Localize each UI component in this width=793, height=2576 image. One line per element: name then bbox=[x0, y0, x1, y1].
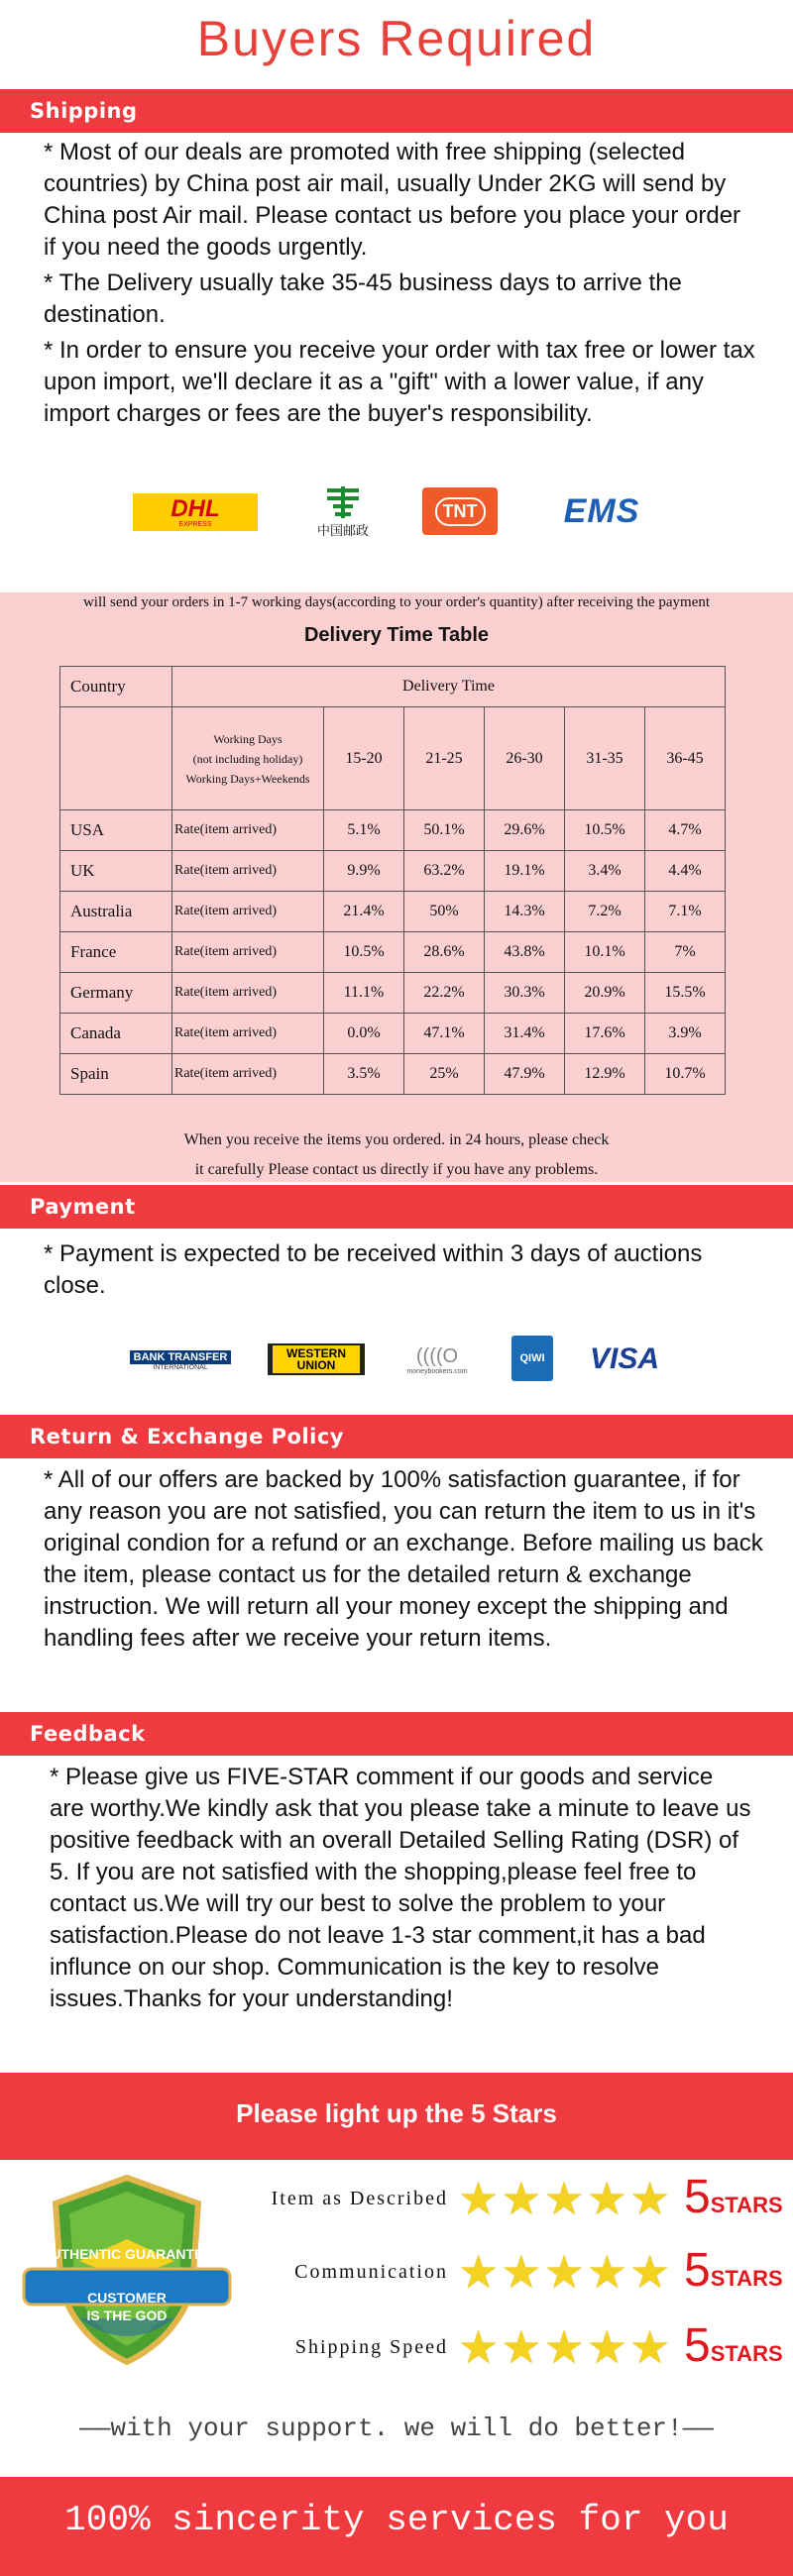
moneybookers-text: moneybookers.com bbox=[406, 1368, 468, 1375]
working-days-line: Working Days+Weekends bbox=[185, 771, 310, 786]
rate-value-cell: 25% bbox=[404, 1054, 485, 1095]
table-row bbox=[60, 973, 726, 1014]
rating-unit: STARS bbox=[710, 2341, 783, 2366]
range-header: 31-35 bbox=[565, 707, 645, 810]
badge-bottom-text bbox=[24, 2289, 230, 2324]
shipping-text bbox=[44, 137, 757, 434]
delivery-footnote-line: it carefully Please contact us directly if you have any problems. bbox=[194, 1161, 599, 1178]
rating-label: Item as Described bbox=[271, 2188, 448, 2209]
star-icon: ★ bbox=[458, 2246, 500, 2298]
rating-count: 5 bbox=[684, 2171, 711, 2223]
visa-text: VISA bbox=[589, 1342, 660, 1375]
star-icon: ★ bbox=[543, 2173, 585, 2224]
moneybookers-icon: ((((O bbox=[415, 1345, 459, 1367]
star-rating bbox=[458, 2173, 671, 2224]
bank-transfer-sub: INTERNATIONAL bbox=[153, 1363, 208, 1371]
rating-value bbox=[684, 2244, 783, 2303]
table-row bbox=[60, 932, 726, 973]
star-icon: ★ bbox=[586, 2173, 627, 2224]
table-header-country: Country bbox=[60, 667, 172, 707]
table-row bbox=[60, 810, 726, 851]
support-text: ——with your support. we will do better!—— bbox=[79, 2414, 714, 2443]
badge-top-text: AUTHENTIC GUARANTEE bbox=[41, 2246, 213, 2262]
rate-value-cell: 7.1% bbox=[645, 892, 726, 932]
star-icon: ★ bbox=[629, 2173, 671, 2224]
country-cell: USA bbox=[60, 810, 172, 851]
moneybookers-logo bbox=[396, 1338, 478, 1383]
working-days-line: Working Days bbox=[213, 731, 283, 746]
star-rating bbox=[458, 2321, 671, 2373]
star-icon: ★ bbox=[629, 2321, 671, 2373]
qiwi-logo bbox=[511, 1336, 553, 1381]
country-cell: Germany bbox=[60, 973, 172, 1014]
rating-value bbox=[684, 2171, 783, 2229]
western-union-logo bbox=[268, 1343, 365, 1375]
table-header-row bbox=[60, 667, 726, 707]
rate-value-cell: 14.3% bbox=[485, 892, 565, 932]
shipping-paragraph: * The Delivery usually take 35-45 business days to arrive the destination. bbox=[44, 269, 682, 328]
sincerity-text: 100% sincerity services for you bbox=[64, 2500, 729, 2540]
delivery-footnote-line: When you receive the items you ordered. in 24 hours, please check bbox=[183, 1131, 610, 1148]
payment-header bbox=[0, 1185, 793, 1229]
rate-label-cell: Rate(item arrived) bbox=[172, 1054, 324, 1095]
rate-value-cell: 10.5% bbox=[565, 810, 645, 851]
china-post-logo-text: 中国邮政 bbox=[316, 522, 369, 538]
delivery-table-title: Delivery Time Table bbox=[303, 624, 489, 646]
rating-unit: STARS bbox=[710, 2266, 783, 2291]
rate-value-cell: 7.2% bbox=[565, 892, 645, 932]
range-header: 21-25 bbox=[404, 707, 485, 810]
rate-value-cell: 50.1% bbox=[404, 810, 485, 851]
rate-value-cell: 10.1% bbox=[565, 932, 645, 973]
star-icon: ★ bbox=[458, 2173, 500, 2224]
rating-value bbox=[684, 2319, 783, 2378]
rate-value-cell: 3.9% bbox=[645, 1014, 726, 1054]
rating-count: 5 bbox=[684, 2244, 711, 2297]
shipping-header bbox=[0, 89, 793, 133]
delivery-footnote bbox=[0, 1126, 793, 1185]
badge-bottom-line: CUSTOMER bbox=[87, 2290, 167, 2306]
rate-label-cell: Rate(item arrived) bbox=[172, 851, 324, 892]
rating-unit: STARS bbox=[710, 2193, 783, 2217]
star-icon: ★ bbox=[501, 2246, 542, 2298]
rate-value-cell: 5.1% bbox=[324, 810, 404, 851]
star-rating bbox=[458, 2246, 671, 2298]
dhl-logo bbox=[133, 493, 258, 531]
rate-value-cell: 9.9% bbox=[324, 851, 404, 892]
dhl-logo-sub: EXPRESS bbox=[178, 520, 212, 528]
rate-label-cell: Rate(item arrived) bbox=[172, 932, 324, 973]
badge-bottom-line: IS THE GOD bbox=[86, 2308, 168, 2323]
rating-label: Communication bbox=[294, 2261, 448, 2283]
star-icon: ★ bbox=[629, 2246, 671, 2298]
shipping-paragraph: * In order to ensure you receive your order with tax free or lower tax upon import, we'll declare it as a "gift" with a lower value, if any import charges or fees are the buyer's responsibility. bbox=[44, 337, 755, 427]
delivery-time-table bbox=[59, 666, 726, 1095]
guarantee-badge-icon bbox=[18, 2170, 236, 2368]
stars-title: Please light up the 5 Stars bbox=[236, 2098, 557, 2128]
star-icon: ★ bbox=[586, 2321, 627, 2373]
table-subheader-row bbox=[60, 707, 726, 810]
shipping-paragraph: * Most of our deals are promoted with free shipping (selected countries) by China post air mail, usually Under 2KG will send by China post Air mail. Please contact us before you place your order if you need the goods urgently. bbox=[44, 139, 741, 261]
china-post-logo bbox=[303, 482, 383, 541]
rate-value-cell: 0.0% bbox=[324, 1014, 404, 1054]
rate-value-cell: 47.1% bbox=[404, 1014, 485, 1054]
bank-transfer-text: BANK TRANSFER bbox=[130, 1350, 232, 1364]
rate-label-cell: Rate(item arrived) bbox=[172, 1014, 324, 1054]
rate-label-cell: Rate(item arrived) bbox=[172, 973, 324, 1014]
rate-value-cell: 10.5% bbox=[324, 932, 404, 973]
page-title: Buyers Required bbox=[196, 11, 597, 66]
country-cell: Australia bbox=[60, 892, 172, 932]
country-cell: Spain bbox=[60, 1054, 172, 1095]
table-row bbox=[60, 1014, 726, 1054]
country-cell: Canada bbox=[60, 1014, 172, 1054]
visa-logo bbox=[583, 1342, 666, 1377]
rating-label: Shipping Speed bbox=[294, 2336, 448, 2358]
rate-value-cell: 29.6% bbox=[485, 810, 565, 851]
rate-value-cell: 28.6% bbox=[404, 932, 485, 973]
china-post-icon bbox=[323, 484, 363, 520]
star-icon: ★ bbox=[543, 2321, 585, 2373]
rate-value-cell: 3.4% bbox=[565, 851, 645, 892]
rate-value-cell: 10.7% bbox=[645, 1054, 726, 1095]
country-cell: UK bbox=[60, 851, 172, 892]
rate-value-cell: 11.1% bbox=[324, 973, 404, 1014]
returns-header bbox=[0, 1415, 793, 1458]
shipping-label: Shipping bbox=[30, 99, 138, 123]
rate-value-cell: 47.9% bbox=[485, 1054, 565, 1095]
payment-text: * Payment is expected to be received within 3 days of auctions close. bbox=[44, 1240, 703, 1299]
ems-logo-text: EMS bbox=[563, 491, 640, 530]
range-header: 36-45 bbox=[645, 707, 726, 810]
rate-label-cell: Rate(item arrived) bbox=[172, 892, 324, 932]
rate-value-cell: 30.3% bbox=[485, 973, 565, 1014]
working-days-cell bbox=[172, 707, 324, 810]
table-cell-empty bbox=[60, 707, 172, 810]
western-union-text: WESTERN UNION bbox=[273, 1345, 360, 1373]
star-icon: ★ bbox=[458, 2321, 500, 2373]
star-icon: ★ bbox=[501, 2173, 542, 2224]
qiwi-text: QIWI bbox=[519, 1352, 545, 1364]
rate-value-cell: 20.9% bbox=[565, 973, 645, 1014]
feedback-label: Feedback bbox=[30, 1722, 146, 1746]
ems-logo bbox=[547, 489, 656, 533]
table-body bbox=[60, 810, 726, 1095]
returns-label: Return & Exchange Policy bbox=[30, 1425, 344, 1449]
feedback-header bbox=[0, 1712, 793, 1756]
tnt-logo-text: TNT bbox=[435, 497, 486, 526]
country-cell: France bbox=[60, 932, 172, 973]
table-header-time: Delivery Time bbox=[172, 667, 726, 707]
rate-value-cell: 7% bbox=[645, 932, 726, 973]
rate-label-cell: Rate(item arrived) bbox=[172, 810, 324, 851]
range-header: 26-30 bbox=[485, 707, 565, 810]
star-icon: ★ bbox=[543, 2246, 585, 2298]
rate-value-cell: 4.4% bbox=[645, 851, 726, 892]
table-row bbox=[60, 1054, 726, 1095]
rate-value-cell: 63.2% bbox=[404, 851, 485, 892]
dhl-logo-text: DHL bbox=[170, 494, 220, 522]
range-header: 15-20 bbox=[324, 707, 404, 810]
rate-value-cell: 19.1% bbox=[485, 851, 565, 892]
rate-value-cell: 4.7% bbox=[645, 810, 726, 851]
feedback-text: * Please give us FIVE-STAR comment if our goods and service are worthy.We kindly ask that you please take a minute to leave us positive feedback with an overall Detailed Selling Rating (DSR) of 5. If you are not satisfied with the shopping,please feel free to contact us.We will try our best to solve the problem to your satisfaction.Please do not leave 1-3 star comment,it has a bad influnce on our shop. Communication is the key to resolve issues.Thanks for your understanding! bbox=[50, 1764, 751, 2012]
rate-value-cell: 17.6% bbox=[565, 1014, 645, 1054]
rate-value-cell: 22.2% bbox=[404, 973, 485, 1014]
returns-text: * All of our offers are backed by 100% satisfaction guarantee, if for any reason you are not satisfied, you can return the item to us in it's original condion for a refund or an exchange. Before mailing us back the item, please contact us for the detailed return & exchange instruction. We will return all your money except the shipping and handling fees after we receive your return items. bbox=[44, 1466, 763, 1652]
payment-label: Payment bbox=[30, 1195, 136, 1219]
rate-value-cell: 12.9% bbox=[565, 1054, 645, 1095]
rate-value-cell: 50% bbox=[404, 892, 485, 932]
rate-value-cell: 15.5% bbox=[645, 973, 726, 1014]
delivery-note: will send your orders in 1-7 working days(according to your order's quantity) after receiving the payment bbox=[82, 594, 711, 610]
rating-count: 5 bbox=[684, 2319, 711, 2372]
star-icon: ★ bbox=[501, 2321, 542, 2373]
rate-value-cell: 21.4% bbox=[324, 892, 404, 932]
table-row bbox=[60, 851, 726, 892]
rate-value-cell: 3.5% bbox=[324, 1054, 404, 1095]
star-icon: ★ bbox=[586, 2246, 627, 2298]
table-row bbox=[60, 892, 726, 932]
working-days-line: (not including holiday) bbox=[192, 751, 303, 766]
rate-value-cell: 31.4% bbox=[485, 1014, 565, 1054]
rate-value-cell: 43.8% bbox=[485, 932, 565, 973]
bank-transfer-logo bbox=[129, 1345, 232, 1375]
tnt-logo bbox=[422, 487, 498, 535]
